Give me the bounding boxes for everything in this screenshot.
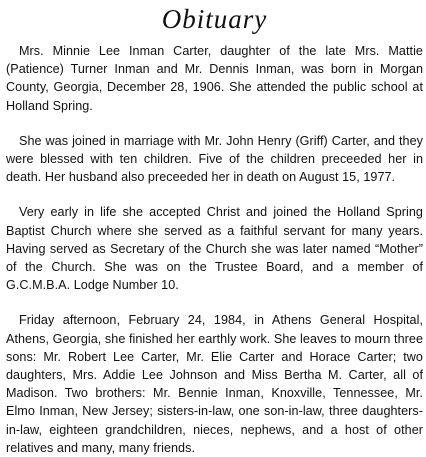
document-title: Obituary xyxy=(161,4,268,34)
obituary-body xyxy=(6,42,423,457)
paragraph-survivors: Friday afternoon, February 24, 1984, in Athens General Hospital, Athens, Georgia, she finished her earthly work. She leaves to mourn three sons: Mr. Robert Lee Carter, Mr. Elie Carter and Horace Carter; two daughters, Mrs. Addie Lee Johnson and Miss Bertha M. Carter, all of Madison. Two brothers: Mr. Bennie Inman, Knoxville, Tennessee, Mr. Elmo Inman, New Jersey; sisters-in-law, one son-in-law, three daughters-in-law, eighteen grandchildren, nieces, nephews, and a host of other relatives and many, many friends. xyxy=(6,313,423,455)
paragraph-birth: Mrs. Minnie Lee Inman Carter, daughter of the late Mrs. Mattie (Patience) Turner Inman and Mr. Dennis Inman, was born in Morgan County, Georgia, December 28, 1906. She attended the public school at Holland Spring. xyxy=(6,44,423,113)
paragraph-church: Very early in life she accepted Christ and joined the Holland Spring Baptist Church where she served as a faithful servant for many years. Having served as Secretary of the Church she was later named “Mother” of the Church. She was on the Trustee Board, and a member of G.C.M.B.A. Lodge Number 10. xyxy=(6,205,423,293)
paragraph-marriage: She was joined in marriage with Mr. John Henry (Griff) Carter, and they were blessed with ten children. Five of the children preceeded her in death. Her husband also preceeded her in death on August 15, 1977. xyxy=(6,133,423,185)
